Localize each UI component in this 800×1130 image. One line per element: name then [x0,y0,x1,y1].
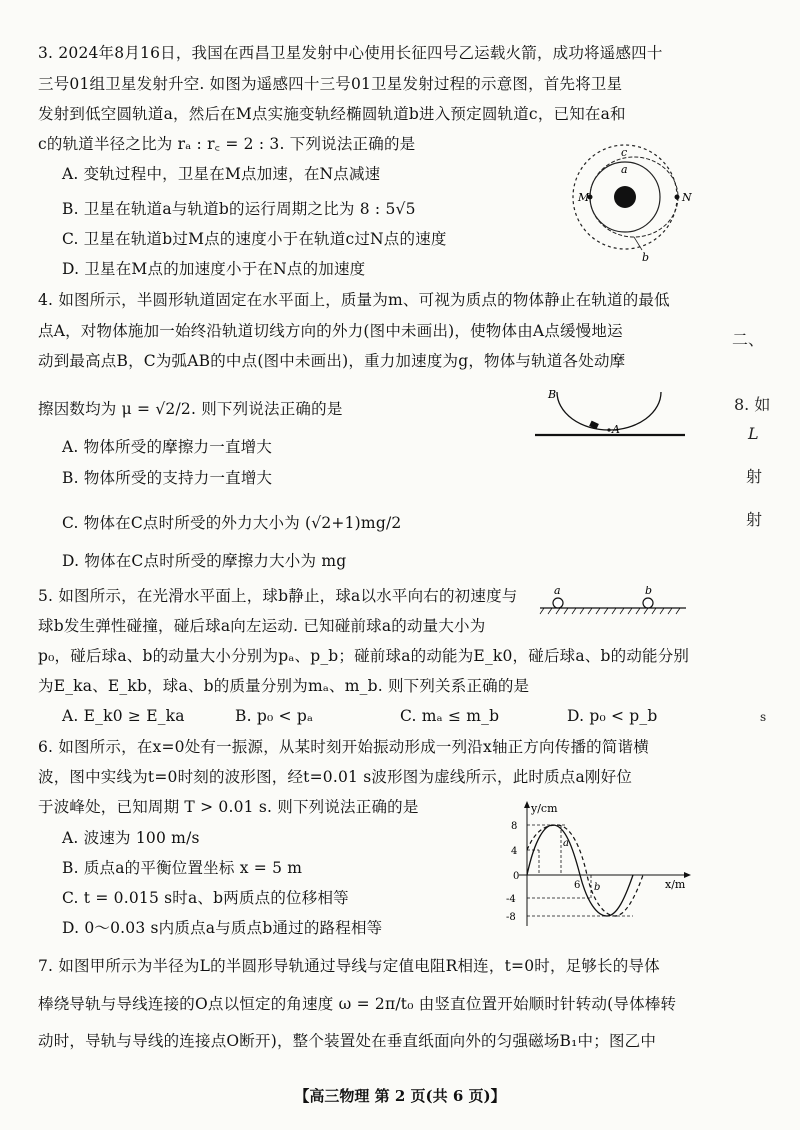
point-b-label: b [594,882,601,893]
label-m: M [578,191,590,204]
q5-balls-figure [538,586,688,616]
tick-neg-4: -4 [506,894,516,905]
q6-option-d[interactable]: D. 0～0.03 s内质点a与质点b通过的路程相等 [62,919,383,937]
x-axis-label: x/m [665,878,686,891]
q5-option-b[interactable]: B. p₀ < pₐ [235,707,314,725]
q7-line-1: 7. 如图甲所示为半径为L的半圆形导轨通过导线与定值电阻R相连，t=0时，足够长的导体 [38,957,660,975]
q5-line-1: 5. 如图所示，在光滑水平面上，球b静止，球a以水平向右的初速度与 [38,587,518,605]
q4-option-c[interactable]: C. 物体在C点时所受的外力大小为 (√2+1)mg/2 [62,514,402,532]
wave-solid [527,825,633,916]
q3-orbit-figure [568,140,698,270]
label-a: a [621,163,628,176]
label-b: b [642,251,650,264]
q3-line-4: c的轨道半径之比为 rₐ : r꜀ = 2 : 3. 下列说法正确的是 [38,135,416,153]
label-b: B [548,388,557,401]
tick-8: 8 [511,821,518,832]
q3-option-d[interactable]: D. 卫星在M点的加速度小于在N点的加速度 [62,260,366,278]
point-a [607,428,610,431]
y-axis-label: y/cm [531,802,558,815]
semicircle-track [557,392,661,430]
q5-line-4: 为E_ka、E_kb，球a、b的质量分别为mₐ、m_b. 则下列关系正确的是 [38,677,530,695]
q4-line-4: 擦因数均为 μ = √2/2. 则下列说法正确的是 [38,400,343,418]
page-footer: 【高三物理 第 2 页(共 6 页)】 [294,1087,506,1105]
q4-option-a[interactable]: A. 物体所受的摩擦力一直增大 [62,438,273,456]
q6-option-c[interactable]: C. t = 0.015 s时a、b两质点的位移相等 [62,889,349,907]
q6-option-b[interactable]: B. 质点a的平衡位置坐标 x = 5 m [62,859,303,877]
q5-option-d[interactable]: D. p₀ < p_b [567,707,658,725]
q7-line-3: 动时，导轨与导线的连接点O断开)，整个装置处在垂直纸面向外的匀强磁场B₁中；图乙中 [38,1032,657,1050]
label-n: N [682,191,692,204]
label-c: c [621,146,628,159]
q5-line-3: p₀，碰后球a、b的动量大小分别为pₐ、p_b；碰前球a的动能为E_k0，碰后球a、b的动能分别 [38,647,690,665]
label-a: a [554,586,561,597]
tick-0: 0 [513,871,520,882]
q5-option-a[interactable]: A. E_k0 ≥ E_ka [62,707,185,725]
q4-line-3: 动到最高点B，C为弧AB的中点(图中未画出)，重力加速度为g，物体与轨道各处动摩 [38,352,626,370]
q3-line-1: 3. 2024年8月16日，我国在西昌卫星发射中心使用长征四号乙运载火箭，成功将遥感四十 [38,44,663,62]
margin-fragment-4: 射 [746,467,763,486]
margin-fragment-2: 8. 如 [734,395,771,414]
q5-line-2: 球b发生弹性碰撞，碰后球a向左运动. 已知碰前球a的动量大小为 [38,617,486,635]
label-b: b [645,586,653,597]
margin-fragment-3: L [748,424,759,443]
margin-fragment-1: 二、 [732,330,765,349]
point-n [675,195,680,200]
q3-option-c[interactable]: C. 卫星在轨道b过M点的速度小于在轨道c过N点的速度 [62,230,447,248]
point-a-label: a [563,838,569,849]
q3-line-2: 三号01组卫星发射升空. 如图为遥感四十三号01卫星发射过程的示意图，首先将卫星 [38,75,623,93]
q4-semicircle-figure [530,382,690,444]
q5-option-c[interactable]: C. mₐ ≤ m_b [400,707,500,725]
tick-4: 4 [511,846,518,857]
q6-line-3: 于波峰处，已知周期 T > 0.01 s. 则下列说法正确的是 [38,798,419,816]
q3-option-a[interactable]: A. 变轨过程中，卫星在M点加速，在N点减速 [62,165,381,183]
margin-fragment-5: 射 [746,510,763,529]
q4-line-2: 点A，对物体施加一始终沿轨道切线方向的外力(图中未画出)，使物体由A点缓慢地运 [38,322,623,340]
q4-line-1: 4. 如图所示，半圆形轨道固定在水平面上，质量为m、可视为质点的物体静止在轨道的最低 [38,291,670,309]
wave-dashed [527,825,643,916]
label-a: A [612,423,620,436]
ball-a [553,598,563,608]
ball-b [643,598,653,608]
q4-option-b[interactable]: B. 物体所受的支持力一直增大 [62,469,273,487]
q6-option-a[interactable]: A. 波速为 100 m/s [62,829,200,847]
tick-neg-8: -8 [506,912,516,923]
q6-line-1: 6. 如图所示，在x=0处有一振源，从某时刻开始振动形成一列沿x轴正方向传播的简谐横 [38,738,649,756]
q7-line-2: 棒绕导轨与导线连接的O点以恒定的角速度 ω = 2π/t₀ 由竖直位置开始顺时针转动(导体棒转 [38,995,677,1013]
margin-fragment-6: s [760,710,767,724]
q6-line-2: 波，图中实线为t=0时刻的波形图，经t=0.01 s波形图为虚线所示，此时质点a刚好位 [38,768,633,786]
earth [614,186,636,208]
tick-6: 6 [574,880,581,891]
q6-wave-figure [505,798,695,933]
q4-option-d[interactable]: D. 物体在C点时所受的摩擦力大小为 mg [62,552,347,570]
q3-line-3: 发射到低空圆轨道a，然后在M点实施变轨经椭圆轨道b进入预定圆轨道c，已知在a和 [38,105,626,123]
q3-option-b[interactable]: B. 卫星在轨道a与轨道b的运行周期之比为 8 : 5√5 [62,200,416,218]
